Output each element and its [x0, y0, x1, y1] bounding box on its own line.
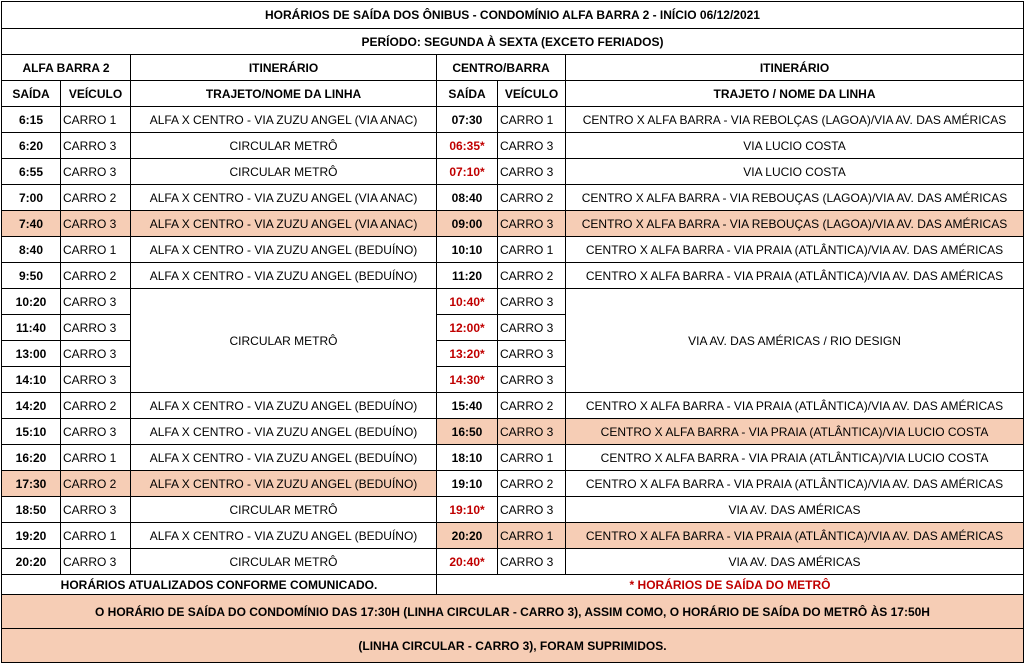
saida-time-right: 07:30: [437, 107, 498, 133]
vehicle: CARRO 2: [61, 263, 131, 289]
col-header-trajeto-right: TRAJETO / NOME DA LINHA: [566, 81, 1024, 107]
vehicle: CARRO 3: [61, 341, 131, 367]
vehicle-right: CARRO 3: [498, 289, 566, 315]
vehicle-right: CARRO 2: [498, 263, 566, 289]
saida-time: 16:20: [2, 445, 61, 471]
saida-time: 11:40: [2, 315, 61, 341]
saida-time: 18:50: [2, 497, 61, 523]
saida-time-right: 09:00: [437, 211, 498, 237]
vehicle-right: CARRO 1: [498, 237, 566, 263]
route-name: ALFA X CENTRO - VIA ZUZU ANGEL (BEDUÍNO): [131, 445, 437, 471]
route-name: CIRCULAR METRÔ: [131, 159, 437, 185]
saida-time: 10:20: [2, 289, 61, 315]
saida-time: 19:20: [2, 523, 61, 549]
route-name-right: VIA AV. DAS AMÉRICAS: [566, 497, 1024, 523]
saida-time-right: 19:10*: [437, 497, 498, 523]
table-row: [2, 159, 1024, 185]
saida-time: 13:00: [2, 341, 61, 367]
vehicle: CARRO 3: [61, 367, 131, 393]
vehicle: CARRO 3: [61, 159, 131, 185]
group-alfa-barra: ALFA BARRA 2: [2, 55, 131, 81]
route-name-right: CENTRO X ALFA BARRA - VIA REBOUÇAS (LAGOA)/VIA AV. DAS AMÉRICAS: [566, 185, 1024, 211]
vehicle-right: CARRO 1: [498, 445, 566, 471]
route-name-right: CENTRO X ALFA BARRA - VIA PRAIA (ATLÂNTICA)/VIA LUCIO COSTA: [566, 445, 1024, 471]
vehicle-right: CARRO 3: [498, 367, 566, 393]
saida-time: 6:55: [2, 159, 61, 185]
route-name-right: CENTRO X ALFA BARRA - VIA PRAIA (ATLÂNTICA)/VIA AV. DAS AMÉRICAS: [566, 237, 1024, 263]
vehicle: CARRO 2: [61, 393, 131, 419]
saida-time: 20:20: [2, 549, 61, 575]
vehicle: CARRO 2: [61, 185, 131, 211]
table-row: [2, 393, 1024, 419]
route-name-right: CENTRO X ALFA BARRA - VIA PRAIA (ATLÂNTICA)/VIA LUCIO COSTA: [566, 419, 1024, 445]
table-row: [2, 419, 1024, 445]
saida-time-right: 06:35*: [437, 133, 498, 159]
saida-time-right: 19:10: [437, 471, 498, 497]
table-row: [2, 523, 1024, 549]
saida-time: 6:20: [2, 133, 61, 159]
col-header-saida: SAÍDA: [2, 81, 61, 107]
route-name: CIRCULAR METRÔ: [131, 549, 437, 575]
saida-time-right: 10:40*: [437, 289, 498, 315]
route-name: CIRCULAR METRÔ: [131, 289, 437, 393]
saida-time: 8:40: [2, 237, 61, 263]
saida-time-right: 11:20: [437, 263, 498, 289]
table-row: [2, 237, 1024, 263]
saida-time-right: 16:50: [437, 419, 498, 445]
col-header-veiculo: VEÍCULO: [61, 81, 131, 107]
vehicle-right: CARRO 3: [498, 419, 566, 445]
vehicle: CARRO 3: [61, 419, 131, 445]
route-name-right: CENTRO X ALFA BARRA - VIA PRAIA (ATLÂNTICA)/VIA AV. DAS AMÉRICAS: [566, 523, 1024, 549]
route-name: ALFA X CENTRO - VIA ZUZU ANGEL (VIA ANAC): [131, 211, 437, 237]
vehicle: CARRO 3: [61, 289, 131, 315]
route-name: ALFA X CENTRO - VIA ZUZU ANGEL (BEDUÍNO): [131, 471, 437, 497]
period-label: PERÍODO: SEGUNDA À SEXTA (EXCETO FERIADOS): [2, 29, 1024, 55]
table-row: [2, 471, 1024, 497]
saida-time: 17:30: [2, 471, 61, 497]
vehicle-right: CARRO 3: [498, 315, 566, 341]
route-name: CIRCULAR METRÔ: [131, 497, 437, 523]
saida-time: 9:50: [2, 263, 61, 289]
schedule-title: HORÁRIOS DE SAÍDA DOS ÔNIBUS - CONDOMÍNIO ALFA BARRA 2 - INÍCIO 06/12/2021: [2, 2, 1024, 29]
vehicle-right: CARRO 2: [498, 185, 566, 211]
col-header-trajeto: TRAJETO/NOME DA LINHA: [131, 81, 437, 107]
saida-time: 14:10: [2, 367, 61, 393]
table-row: [2, 289, 1024, 315]
vehicle-right: CARRO 2: [498, 393, 566, 419]
footer-note-line-1: O HORÁRIO DE SAÍDA DO CONDOMÍNIO DAS 17:30H (LINHA CIRCULAR - CARRO 3), ASSIM COMO, O HORÁRIO DE SAÍDA DO METRÔ ÀS 17:50H: [2, 595, 1024, 629]
vehicle: CARRO 1: [61, 445, 131, 471]
saida-time-right: 12:00*: [437, 315, 498, 341]
table-row: [2, 497, 1024, 523]
route-name-right: CENTRO X ALFA BARRA - VIA REBOUÇAS (LAGOA)/VIA AV. DAS AMÉRICAS: [566, 211, 1024, 237]
route-name: ALFA X CENTRO - VIA ZUZU ANGEL (BEDUÍNO): [131, 523, 437, 549]
saida-time: 14:20: [2, 393, 61, 419]
updated-note: HORÁRIOS ATUALIZADOS CONFORME COMUNICADO.: [2, 575, 437, 595]
route-name: ALFA X CENTRO - VIA ZUZU ANGEL (VIA ANAC): [131, 185, 437, 211]
saida-time: 7:00: [2, 185, 61, 211]
route-name-right: VIA AV. DAS AMÉRICAS / RIO DESIGN: [566, 289, 1024, 393]
table-row: [2, 107, 1024, 133]
route-name-right: CENTRO X ALFA BARRA - VIA REBOLÇAS (LAGOA)/VIA AV. DAS AMÉRICAS: [566, 107, 1024, 133]
vehicle: CARRO 1: [61, 107, 131, 133]
route-name: ALFA X CENTRO - VIA ZUZU ANGEL (BEDUÍNO): [131, 237, 437, 263]
vehicle-right: CARRO 2: [498, 471, 566, 497]
group-right-itinerary: ITINERÁRIO: [566, 55, 1024, 81]
bus-schedule-table: [1, 1, 1024, 663]
route-name-right: VIA AV. DAS AMÉRICAS: [566, 549, 1024, 575]
route-name: ALFA X CENTRO - VIA ZUZU ANGEL (BEDUÍNO): [131, 419, 437, 445]
vehicle-right: CARRO 3: [498, 133, 566, 159]
route-name-right: CENTRO X ALFA BARRA - VIA PRAIA (ATLÂNTICA)/VIA AV. DAS AMÉRICAS: [566, 393, 1024, 419]
route-name: ALFA X CENTRO - VIA ZUZU ANGEL (VIA ANAC): [131, 107, 437, 133]
saida-time: 6:15: [2, 107, 61, 133]
table-row: [2, 133, 1024, 159]
saida-time-right: 18:10: [437, 445, 498, 471]
saida-time-right: 13:20*: [437, 341, 498, 367]
metro-note: * HORÁRIOS DE SAÍDA DO METRÔ: [437, 575, 1024, 595]
route-name-right: VIA LUCIO COSTA: [566, 159, 1024, 185]
route-name: CIRCULAR METRÔ: [131, 133, 437, 159]
route-name-right: VIA LUCIO COSTA: [566, 133, 1024, 159]
route-name-right: CENTRO X ALFA BARRA - VIA PRAIA (ATLÂNTICA)/VIA AV. DAS AMÉRICAS: [566, 471, 1024, 497]
table-row: [2, 263, 1024, 289]
vehicle-right: CARRO 3: [498, 211, 566, 237]
saida-time-right: 15:40: [437, 393, 498, 419]
col-header-veiculo-right: VEÍCULO: [498, 81, 566, 107]
vehicle-right: CARRO 3: [498, 497, 566, 523]
vehicle: CARRO 3: [61, 211, 131, 237]
group-centro-barra: CENTRO/BARRA: [437, 55, 566, 81]
saida-time-right: 20:40*: [437, 549, 498, 575]
table-row: [2, 211, 1024, 237]
saida-time-right: 20:20: [437, 523, 498, 549]
group-left-itinerary: ITINERÁRIO: [131, 55, 437, 81]
vehicle: CARRO 1: [61, 237, 131, 263]
saida-time-right: 10:10: [437, 237, 498, 263]
vehicle: CARRO 3: [61, 549, 131, 575]
vehicle-right: CARRO 3: [498, 341, 566, 367]
footer-note-line-2: (LINHA CIRCULAR - CARRO 3), FORAM SUPRIMIDOS.: [2, 629, 1024, 663]
vehicle-right: CARRO 3: [498, 159, 566, 185]
vehicle: CARRO 3: [61, 315, 131, 341]
saida-time-right: 08:40: [437, 185, 498, 211]
route-name: ALFA X CENTRO - VIA ZUZU ANGEL (BEDUÍNO): [131, 263, 437, 289]
vehicle: CARRO 1: [61, 523, 131, 549]
route-name-right: CENTRO X ALFA BARRA - VIA PRAIA (ATLÂNTICA)/VIA AV. DAS AMÉRICAS: [566, 263, 1024, 289]
table-row: [2, 445, 1024, 471]
table-row: [2, 185, 1024, 211]
saida-time: 15:10: [2, 419, 61, 445]
vehicle-right: CARRO 1: [498, 523, 566, 549]
vehicle: CARRO 2: [61, 471, 131, 497]
col-header-saida-right: SAÍDA: [437, 81, 498, 107]
saida-time-right: 07:10*: [437, 159, 498, 185]
vehicle-right: CARRO 3: [498, 549, 566, 575]
saida-time: 7:40: [2, 211, 61, 237]
route-name: ALFA X CENTRO - VIA ZUZU ANGEL (BEDUÍNO): [131, 393, 437, 419]
saida-time-right: 14:30*: [437, 367, 498, 393]
vehicle: CARRO 3: [61, 497, 131, 523]
vehicle: CARRO 3: [61, 133, 131, 159]
table-row: [2, 549, 1024, 575]
vehicle-right: CARRO 1: [498, 107, 566, 133]
